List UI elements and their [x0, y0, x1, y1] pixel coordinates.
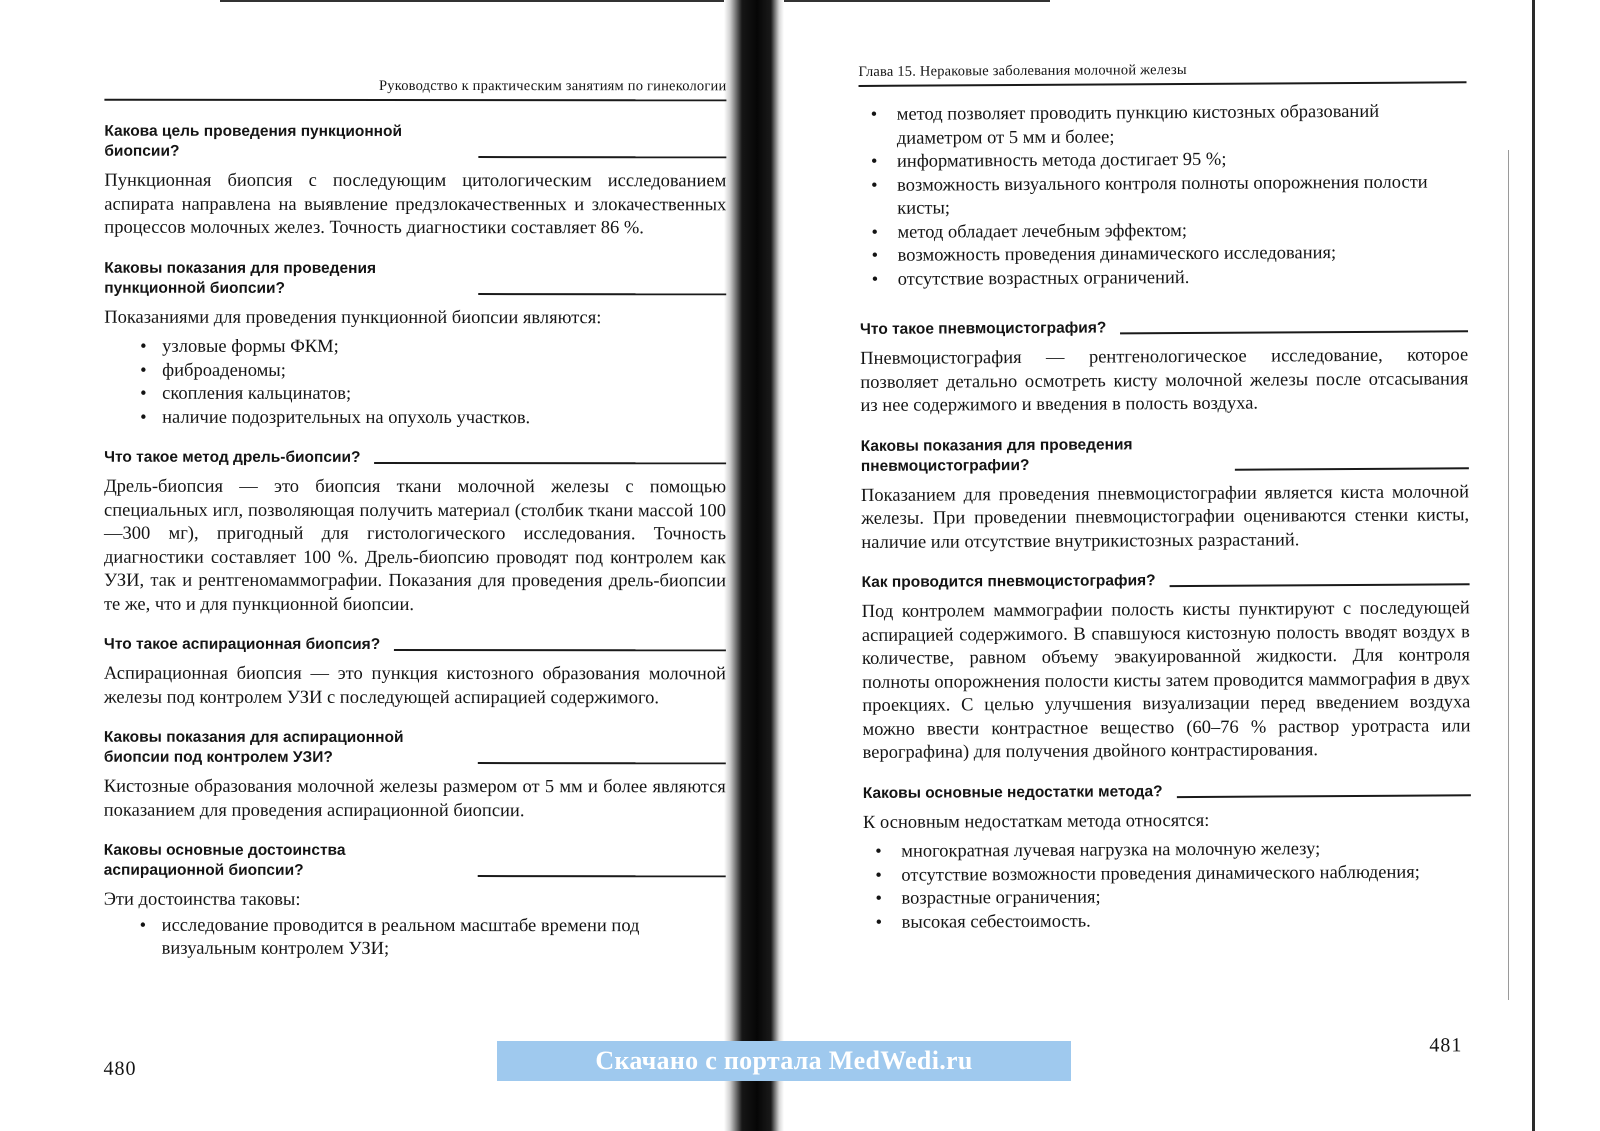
question-heading — [863, 780, 1471, 804]
book-gutter-shadow — [724, 0, 784, 1131]
list-item: • отсутствие возрастных ограничений. — [860, 265, 1468, 292]
page-number-left: 480 — [103, 1057, 137, 1080]
page-number-right: 481 — [1429, 1034, 1463, 1057]
page-edge-faint — [1508, 150, 1509, 1000]
running-head-right: Глава 15. Нераковые заболевания молочной железы — [858, 60, 1466, 87]
list-item: • узловые формы ФКМ; — [104, 336, 726, 360]
heading-rule — [1177, 794, 1471, 798]
list-item: • высокая себестоимость. — [864, 908, 1472, 935]
question-text: Что такое аспирационная биопсия? — [103, 635, 381, 653]
bullet-list — [863, 837, 1472, 935]
question-text: Каковы показания для проведения пункционной биопсии? — [104, 259, 377, 297]
list-item: • возможность проведения динамического исследования; — [859, 241, 1467, 268]
watermark-banner: Скачано с портала MedWedi.ru — [497, 1041, 1071, 1081]
heading-rule — [1235, 467, 1469, 470]
left-page-content — [104, 122, 727, 962]
question-text: Каковы показания для проведения пневмоцистографии? — [860, 435, 1133, 475]
answer-paragraph: Дрель-биопсия — это биопсия ткани молочной железы с помощью специальных игл, позволяющая получить материал (столбик ткани массой 100—300 мг), пригодный для гистологического исследования. Точность диагностики составляет 100 %. Дрель-биопсию проводят под контролем как УЗИ, так и рентгеномаммографии. Показания для проведения дрель-биопсии те же, что и для пункционной биопсии. — [103, 476, 727, 615]
answer-paragraph: К основным недостаткам метода относятся: — [862, 810, 1210, 833]
list-item: • исследование проводится в реальном масштабе времени под визуальным контролем УЗИ; — [104, 914, 726, 962]
answer-paragraph: Пневмоцистография — рентгенологическое исследование, которое позволяет детально осмотреть кисту молочной железы после отсасывания из нее содержимого и введения в полость воздуха. — [860, 345, 1469, 416]
answer-paragraph: Под контролем маммографии полость кисты пунктируют с последующей аспирацией содержимого. В спавшуюся кистозную полость вводят воздух в количестве, равном объему эвакуированной жидкости. Для контроля полноты опорожнения полости кисты затем проводится маммография в двух проекциях. С целью улучшения визуализации перед введением воздуха можно ввести контрастное вещество (60–76 % раствор уротраста или верографина) для получения двойного контрастирования. — [861, 598, 1471, 763]
question-heading — [104, 728, 726, 769]
question-text: Каковы основные достоинства аспирационной биопсии? — [103, 841, 346, 879]
answer-paragraph: Аспирационная биопсия — это пункция кистозного образования молочной железы под контролем УЗИ с последующей аспирацией содержимого. — [103, 663, 726, 708]
question-heading — [104, 841, 726, 882]
question-text: Как проводится пневмоцистография? — [861, 572, 1156, 591]
heading-rule — [1120, 330, 1468, 334]
bullet-list — [859, 100, 1468, 292]
question-heading — [104, 448, 726, 469]
list-item: • информативность метода достигает 95 %; — [859, 147, 1467, 174]
question-text: Что такое пневмоцистография? — [859, 319, 1107, 338]
page-edge — [1532, 0, 1535, 1131]
question-heading — [861, 433, 1469, 477]
heading-rule — [394, 649, 726, 651]
heading-rule — [478, 875, 726, 877]
heading-rule — [478, 762, 726, 764]
answer-paragraph: Показаниями для проведения пункционной биопсии являются: — [104, 307, 602, 328]
answer-paragraph: Показанием для проведения пневмоцистографии является киста молочной железы. При проведении пневмоцистографии оцениваются стенки кисты, наличие или отсутствие внутрикистозных разрастаний. — [860, 481, 1470, 553]
list-item: • метод обладает лечебным эффектом; — [859, 218, 1467, 245]
left-page — [104, 0, 727, 1131]
question-text: Каковы показания для аспирационной биопсии под контролем УЗИ? — [103, 728, 404, 766]
list-item: • отсутствие возможности проведения динамического наблюдения; — [863, 861, 1471, 888]
question-heading — [860, 316, 1468, 340]
right-page — [858, 0, 1473, 1131]
bullet-list — [104, 914, 726, 962]
answer-paragraph: Пункционная биопсия с последующим цитологическим исследованием аспирата направлена на выявление предзлокачественных и злокачественных процессов молочных желез. Точность диагностики составляет 86 %. — [104, 170, 727, 239]
bullet-list — [104, 336, 726, 431]
list-item: • метод позволяет проводить пункцию кистозных образований диаметром от 5 мм и более; — [859, 100, 1467, 151]
question-heading — [104, 122, 726, 163]
heading-rule — [478, 156, 726, 158]
question-heading — [862, 569, 1470, 593]
question-text: Что такое метод дрель-биопсии? — [104, 448, 361, 466]
answer-paragraph: Эти достоинства таковы: — [103, 889, 301, 910]
list-item: • многократная лучевая нагрузка на молочную железу; — [863, 837, 1471, 864]
question-text: Каковы основные недостатки метода? — [862, 782, 1163, 802]
question-heading — [104, 258, 726, 299]
answer-paragraph: Кистозные образования молочной железы размером от 5 мм и более являются показанием для проведения аспирационной биопсии. — [103, 776, 726, 821]
list-item: • наличие подозрительных на опухоль участков. — [104, 406, 726, 430]
heading-rule — [1170, 583, 1470, 587]
heading-rule — [375, 462, 727, 464]
list-item: • возможность визуального контроля полноты опорожнения полости кисты; — [859, 171, 1467, 222]
list-item: • скопления кальцинатов; — [104, 383, 726, 407]
question-heading — [104, 635, 726, 656]
heading-rule — [478, 293, 726, 295]
running-head-left: Руководство к практическим занятиям по гинекологии — [104, 78, 726, 102]
right-page-content — [859, 100, 1472, 935]
list-item: • фиброаденомы; — [104, 359, 726, 383]
list-item: • возрастные ограничения; — [863, 884, 1471, 911]
question-text: Какова цель проведения пункционной биопсии? — [104, 122, 403, 160]
